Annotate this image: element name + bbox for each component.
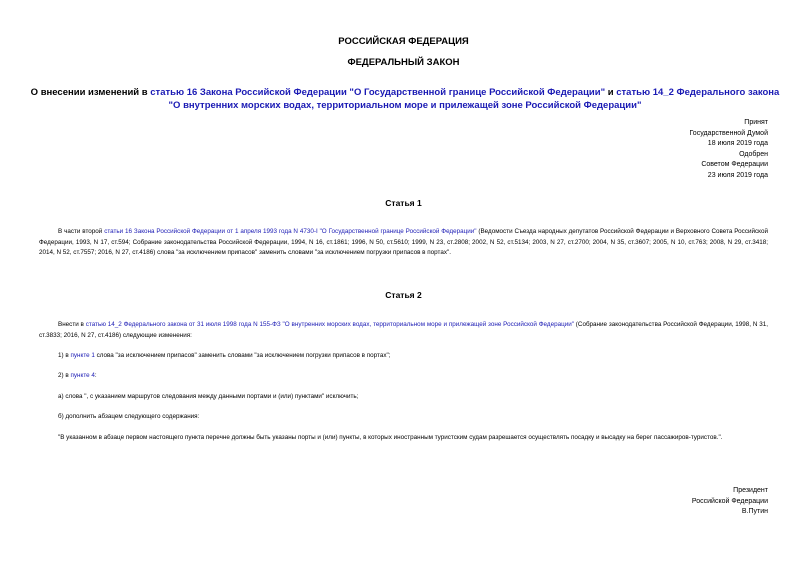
adopted-by: Государственной Думой [689,129,768,137]
article-2-link[interactable]: статью 14_2 Федерального закона от 31 июля 1998 года N 155-ФЗ "О внутренних морских водах, территориальном море и прилежащей зоне Российской Федерации" [85,321,574,328]
country-heading: РОССИЙСКАЯ ФЕДЕРАЦИЯ [338,36,469,47]
approved-by: Советом Федерации [701,161,768,168]
article-1-text [39,227,768,259]
adopted-date: 18 июля 2019 года [707,140,768,147]
quoted-paragraph: "В указанном в абзаце первом настоящего пункта перечне должны быть указаны порты и (или) пункты, в которых иностранным туристским судам разрешается осуществлять посадку и высадку на берег пассажиров-туристов.". [58,434,723,441]
item-1 [58,351,391,362]
item-1-prefix: 1) в [58,352,71,359]
item-1-link[interactable]: пункте 1 [70,352,95,359]
signature-block [568,486,768,518]
item-2-link[interactable]: пункте 4 [70,372,95,379]
article-1-prefix: В части второй [58,228,105,235]
title-link-law-waters[interactable]: статью 14_2 Федерального закона "О внутренних морских водах, территориальном море и прилежащей зоне Российской Федерации" [168,87,780,111]
adoption-block [568,118,768,181]
approved-label: Одобрен [739,150,768,158]
title-link-law-border[interactable]: статью 16 Закона Российской Федерации "О Государственной границе Российской Федерации" [150,87,606,98]
item-b: б) дополнить абзацем следующего содержания: [58,413,200,420]
item-2-prefix: 2) в [58,372,71,379]
article-2-text [39,320,768,341]
title-prefix: О внесении изменений в [30,87,151,98]
title-conjunction: и [605,87,617,98]
item-2 [58,371,97,382]
article-1-body: (Ведомости Съезда народных депутатов Российской Федерации и Верховного Совета Российской Федерации, 1993, N 17, ст.594; Собрание законодательства Российской Федерации, 1994, N 16, ст.1861; 1996, N 50, ст.5610; 1999, N 23, ст.2808; 2002, N 52, ст.5134; 2003, N 27, ст.2700; 2004, N 35, ст.3607; 2005, N 10, ст.763; 2008, N 29, ст.3418; 2014, N 52, ст.7557; 2016, N 27, ст.4186) слова "за исключением припасов" заменить словами "за исключением погрузки припасов в портах". [39,228,769,257]
signature-country: Российской Федерации [691,497,768,505]
law-type-heading: ФЕДЕРАЛЬНЫЙ ЗАКОН [347,57,460,68]
adopted-label: Принят [744,119,768,126]
article-2-heading: Статья 2 [385,290,422,300]
article-2-body: (Собрание законодательства Российской Федерации, 1998, N 31, ст.3833; 2016, N 27, ст.4186) следующие изменения: [39,321,769,339]
signature-title: Президент [733,487,768,494]
article-1-link[interactable]: статьи 16 Закона Российской Федерации от 1 апреля 1993 года N 4730-I "О Государственной границе Российской Федерации" [104,228,477,235]
article-1-heading: Статья 1 [385,198,422,208]
item-a: а) слова ", с указанием маршрутов следования между данными портами и (или) пунктами" исключить; [58,393,359,400]
approved-date: 23 июля 2019 года [707,171,768,179]
item-1-body: слова "за исключением припасов" заменить словами "за исключением погрузки припасов в портах"; [94,352,391,359]
law-title [30,86,780,112]
item-2-body: : [94,372,97,379]
signature-name: В.Путин [741,508,768,515]
article-2-prefix: Внести в [58,321,86,328]
